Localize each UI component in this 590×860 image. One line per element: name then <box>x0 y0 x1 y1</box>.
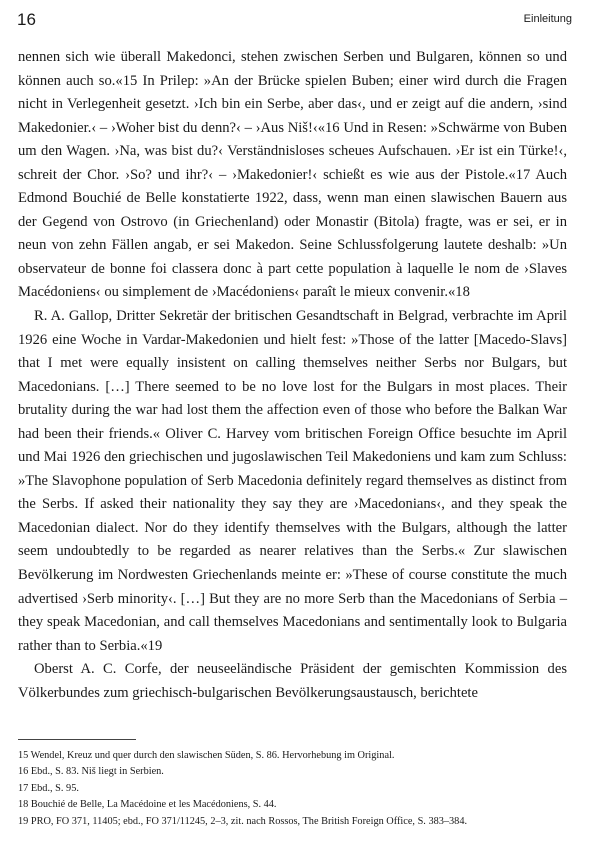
paragraph-2: R. A. Gallop, Dritter Sekretär der britischen Gesandtschaft in Belgrad, verbrachte im April 1926 eine Woche in Vardar-Makedonien und hielt fest: »Those of the latter [Macedo-Slavs] that I met were equally insistent on calling themselves neither Serbs nor Bulgars, but Macedonians. […] There seemed to be no love lost for the Bulgars in most places. Their brutality during the war had lost them the affection even of those who before the Balkan War had been their friends.« Oliver C. Harvey vom britischen Foreign Office besuchte im April und Mai 1926 den griechischen und jugoslawischen Teil Makedoniens und kam zum Schluss: »The Slavophone population of Serb Macedonia definitely regard themselves as distinct from the Serbs. If asked their nationality they say they are ›Macedonians‹, and they speak the Macedonian dialect. Nor do they identify themselves with the Bulgars, although the latter seem undoubtedly to be regarded as nearer relatives than the Serbs.« Zur slawischen Bevölkerung im Nordwesten Griechenlands meinte er: »These of course constitute the much advertised ›Serb minority‹. […] But they are no more Serb than the Macedonians of Serbia – they speak Macedonian, and call themselves Macedonians and sentimentally look to Bulgaria rather than to Serbia.«19 <box>18 308 567 654</box>
footnote-15: 15 Wendel, Kreuz und quer durch den slawischen Süden, S. 86. Hervorhebung im Original. <box>18 750 395 761</box>
footnote-rule <box>18 739 136 740</box>
footnote-18: 18 Bouchié de Belle, La Macédoine et les Macédoniens, S. 44. <box>18 799 277 811</box>
paragraph-1: nennen sich wie überall Makedonci, stehen zwischen Serben und Bulgaren, können so und können auch so.«15 In Prilep: »An der Brücke spielen Buben; einer wird durch die Fragen nicht in Verlegenheit gesetzt. ›Ich bin ein Serbe, aber das‹, und er zeigt auf die andern, ›sind Makedonier.‹ – ›Woher bist du denn?‹ – ›Aus Niš!‹«16 Und in Resen: »Schwärme von Buben um den Wagen. ›Na, was bist du?‹ Verständnisloses scheues Aufschauen. ›Er ist ein Türke!‹, schreit der Chor. ›So? und ihr?‹ – ›Makedonier!‹ schießt es wie aus der Pistole.«17 Auch Edmond Bouchié de Belle konstatierte 1922, dass, wenn man einen slawischen Bauern aus der Gegend von Ostrovo (in Griechenland) oder Monastir (Bitola) fragte, was er sei, er in neun von zehn Fällen angab, er sei Makedon. Seine Schlussfolgerung lautete deshalb: »Un observateur de bonne foi classera donc à part cette population à laquelle le nom de ›Slaves Macédoniens‹ ou simplement de ›Macédoniens‹ paraît le mieux convenir.«18 <box>18 49 567 301</box>
footnote-16: 16 Ebd., S. 83. Niš liegt in Serbien. <box>18 766 164 778</box>
running-head: Einleitung <box>523 13 572 25</box>
footnotes <box>18 748 567 830</box>
body-text <box>18 46 567 705</box>
page-number: 16 <box>17 10 36 29</box>
footnote-17: 17 Ebd., S. 95. <box>18 782 79 794</box>
page-header <box>17 10 572 30</box>
paragraph-3: Oberst A. C. Corfe, der neuseeländische Präsident der gemischten Kommission des Völkerbundes zum griechisch-bulgarischen Bevölkerungsaustausch, berichtete <box>18 661 567 701</box>
footnote-19: 19 PRO, FO 371, 11405; ebd., FO 371/11245, 2–3, zit. nach Rossos, The British Foreign Office, S. 383–384. <box>18 815 468 827</box>
